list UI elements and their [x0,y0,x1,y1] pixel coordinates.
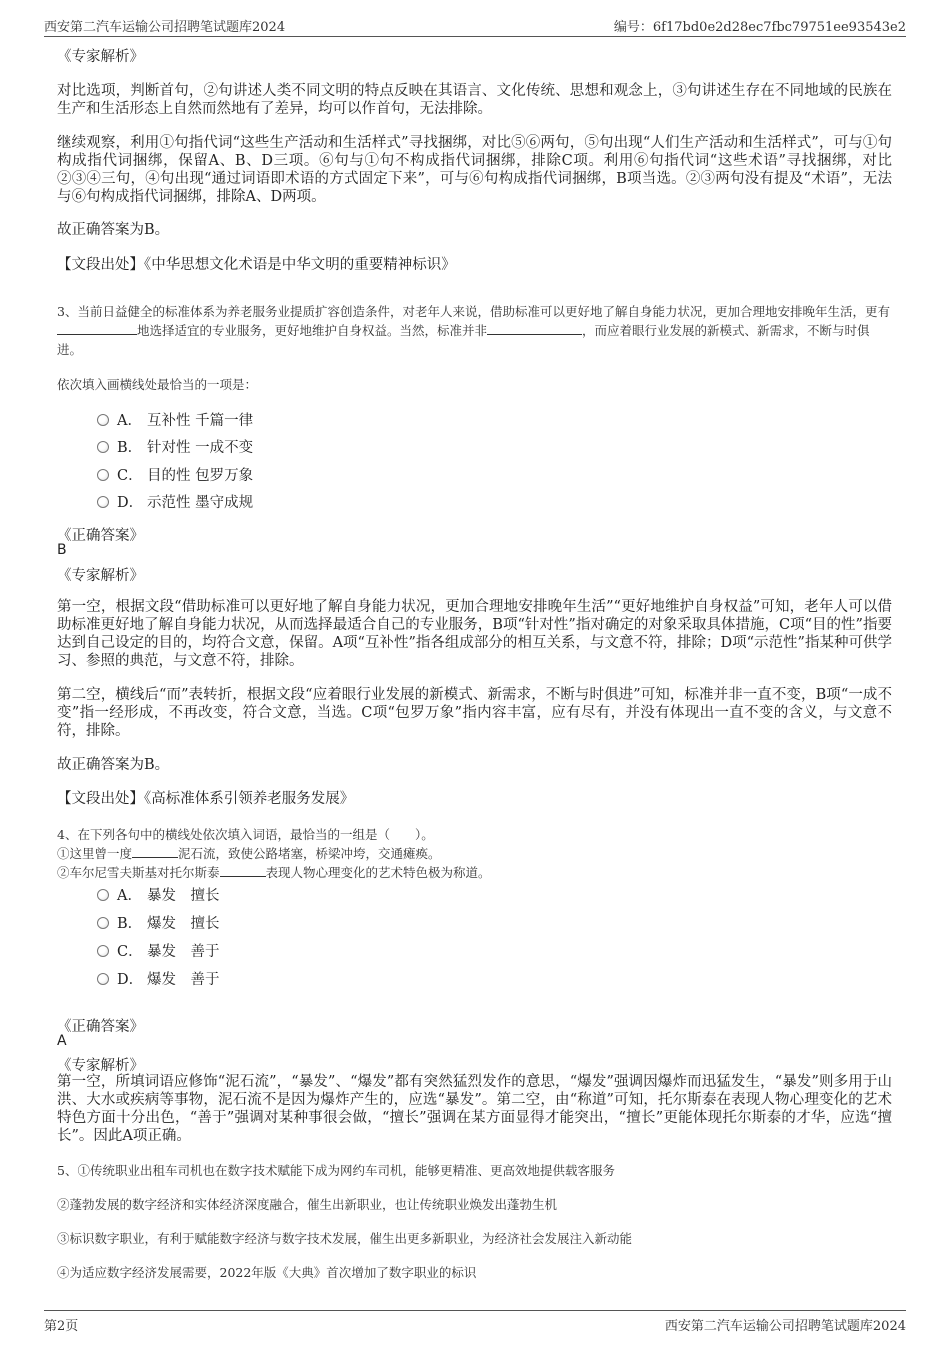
q3-prompt: 依次填入画横线处最恰当的一项是： [57,377,258,392]
q4-s1-b: 泥石流，致使公路堵塞，桥梁冲垮，交通瘫痪。 [178,846,441,861]
q4-blank-2 [220,864,266,877]
q4-option-b-text: 爆发 擅长 [147,916,220,932]
q3-option-c-text: 目的性 包罗万象 [147,468,254,484]
q4-option-a-text: 暴发 擅长 [147,888,220,904]
q4-stem: 4、在下列各句中的横线处依次填入词语，最恰当的一组是（ ）。 [57,827,434,842]
page-header [44,14,906,37]
q4-sentence-2 [57,863,892,882]
page-footer [44,1310,906,1335]
q2-analysis-p1: 对比选项，判断首句，②句讲述人类不同文明的特点反映在其语言、文化传统、思想和观念上，③句讲述生存在不同地域的民族在生产和生活形态上自然而然地有了差异，均可以作首句，无法排除。 [57,83,892,117]
radio-icon[interactable] [97,973,109,985]
q3-analysis-label: 《专家解析》 [57,568,144,584]
q3-option-c[interactable] [97,466,253,486]
q4-option-d-text: 爆发 善于 [147,972,220,988]
radio-icon[interactable] [97,945,109,957]
q3-option-a-letter: A． [117,413,142,429]
q3-option-d-text: 示范性 墨守成规 [147,495,254,511]
q3-option-d[interactable] [97,493,253,513]
q3-stem [57,302,892,359]
radio-icon[interactable] [97,469,109,481]
q4-option-d[interactable] [97,970,220,990]
header-title: 西安第二汽车运输公司招聘笔试题库2024 [44,20,286,35]
q5-sentence-4: ④为适应数字经济发展需要，2022年版《大典》首次增加了数字职业的标识 [57,1265,477,1280]
q4-s2-a: ②车尔尼雪夫斯基对托尔斯泰 [57,865,220,880]
q3-blank-1 [57,322,137,335]
q4-blank-1 [132,845,178,858]
q5-sentence-2: ②蓬勃发展的数字经济和实体经济深度融合，催生出新职业，也让传统职业焕发出蓬勃生机 [57,1197,558,1212]
radio-icon[interactable] [97,414,109,426]
q3-analysis-p2: 第二空，横线后“而”表转折，根据文段“应着眼行业发展的新模式、新需求，不断与时俱进”可知，标准并非一直不变，B项“一成不变”指一经形成，不再改变，符合文意，当选。C项“包罗万象”指内容丰富，应有尽有，并没有体现出一直不变的含义，与文意不符，排除。 [57,687,892,739]
q5-sentence-1: 5、①传统职业出租车司机也在数字技术赋能下成为网约车司机，能够更精准、更高效地提供载客服务 [57,1163,615,1178]
q3-stem-c: ，而应着眼行业发展的新模式、新需求，不断与时俱进。 [57,323,870,357]
radio-icon[interactable] [97,889,109,901]
q3-source: 【文段出处】《高标准体系引领养老服务发展》 [57,791,355,807]
q2-analysis-p2: 继续观察，利用①句指代词“这些生产活动和生活样式”寻找捆绑，对比⑤⑥两句，⑤句出现“人们生产活动和生活样式”，可与①句构成指代词捆绑，保留A、B、D三项。⑥句与①句不构成指代词捆绑，排除C项。利用⑥句指代词“这些术语”寻找捆绑，对比②③④三句，④句出现“通过词语即术语的方式固定下来”，可与⑥句构成指代词捆绑，B项当选。②③两句没有提及“术语”，无法与⑥句构成指代词捆绑，排除A、D两项。 [57,135,892,205]
q3-answer-label: 《正确答案》 [57,528,144,544]
q3-conclusion: 故正确答案为B。 [57,757,170,773]
q3-option-a[interactable] [97,411,253,431]
q2-conclusion: 故正确答案为B。 [57,222,170,238]
radio-icon[interactable] [97,917,109,929]
q4-answer-label: 《正确答案》 [57,1019,144,1035]
q3-option-b-letter: B． [117,440,143,456]
q4-s1-a: ①这里曾一度 [57,846,133,861]
q4-analysis-label: 《专家解析》 [57,1058,144,1074]
q4-option-d-letter: D． [117,972,144,988]
q3-answer: B [57,542,67,558]
q3-analysis-p1: 第一空，根据文段“借助标准可以更好地了解自身能力状况，更加合理地安排晚年生活”“更好地维护自身权益”可知，老年人可以借助标准更好地了解自身能力状况，从而选择最适合自己的专业服务，B项“针对性”指对确定的对象采取具体措施，C项“目的性”指要达到自己设定的目的，均符合文意，保留。A项“互补性”指各组成部分的相互关系，与文意不符，排除；D项“示范性”指某种可供学习、参照的典范，与文意不符，排除。 [57,599,892,669]
q4-option-b[interactable] [97,914,220,934]
q4-option-c-letter: C． [117,944,143,960]
footer-title: 西安第二汽车运输公司招聘笔试题库2024 [664,1319,906,1334]
footer-page-number: 第2页 [44,1319,79,1334]
q3-option-c-letter: C． [117,468,143,484]
q3-option-a-text: 互补性 千篇一律 [147,413,254,429]
q3-option-d-letter: D． [117,495,144,511]
q4-option-a[interactable] [97,886,220,906]
q4-answer: A [57,1033,67,1049]
radio-icon[interactable] [97,441,109,453]
q4-option-c[interactable] [97,942,220,962]
q4-option-b-letter: B． [117,916,143,932]
q3-option-b[interactable] [97,438,253,458]
q3-stem-a: 3、当前日益健全的标准体系为养老服务业提质扩容创造条件，对老年人来说，借助标准可以更好地了解自身能力状况，更加合理地安排晚年生活，更有 [57,304,890,319]
q4-option-a-letter: A． [117,888,142,904]
q3-option-b-text: 针对性 一成不变 [147,440,254,456]
q3-stem-b: 地选择适宜的专业服务，更好地维护自身权益。当然，标准并非 [137,323,488,338]
header-code: 编号：6f17bd0e2d28ec7fbc79751ee93543e2 [613,20,906,35]
q4-analysis-p1: 第一空，所填词语应修饰“泥石流”，“暴发”、“爆发”都有突然猛烈发作的意思，“爆发”强调因爆炸而迅猛发生，“暴发”则多用于山洪、大水或疾病等事物，泥石流不是因为爆炸产生的，应选“暴发”。第二空，由“称道”可知，托尔斯泰在表现人物心理变化的艺术特色方面十分出色，“善于”强调对某种事很会做，“擅长”强调在某方面显得才能突出，“擅长”更能体现托尔斯泰的才华，应选“擅长”。因此A项正确。 [57,1074,892,1144]
q4-sentence-1 [57,844,892,863]
q2-analysis-label: 《专家解析》 [57,49,144,65]
radio-icon[interactable] [97,496,109,508]
q2-source: 【文段出处】《中华思想文化术语是中华文明的重要精神标识》 [57,257,456,273]
q3-blank-2 [487,322,582,335]
q5-sentence-3: ③标识数字职业，有利于赋能数字经济与数字技术发展，催生出更多新职业，为经济社会发展注入新动能 [57,1231,633,1246]
q4-option-c-text: 暴发 善于 [147,944,220,960]
q4-s2-b: 表现人物心理变化的艺术特色极为称道。 [265,865,491,880]
